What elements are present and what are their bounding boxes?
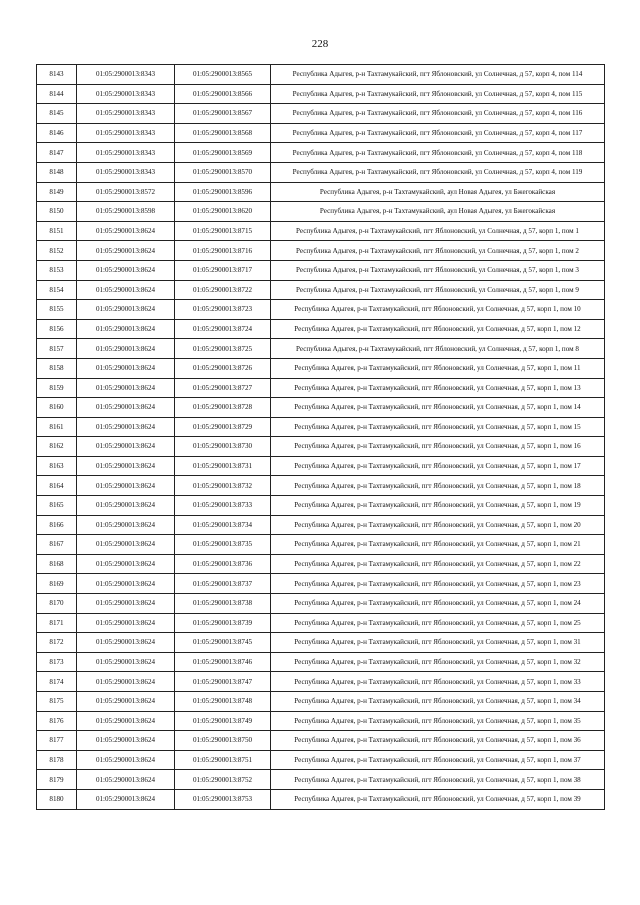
row-number-cell: 8159 (37, 378, 77, 398)
address-cell: Республика Адыгея, р-н Тахтамукайский, пгт Яблоновский, ул Солнечная, д 57, корп 4, пом 118 (271, 143, 605, 163)
address-cell: Республика Адыгея, р-н Тахтамукайский, пгт Яблоновский, ул Солнечная, д 57, корп 1, пом 21 (271, 535, 605, 555)
cadastral-number-cell: 01:05:2900013:8733 (175, 496, 271, 516)
address-cell: Республика Адыгея, р-н Тахтамукайский, пгт Яблоновский, ул Солнечная, д 57, корп 4, пом 116 (271, 104, 605, 124)
table-row (37, 613, 605, 633)
parent-cadastral-number-cell: 01:05:2900013:8624 (77, 496, 175, 516)
cadastral-number-cell: 01:05:2900013:8566 (175, 84, 271, 104)
row-number-cell: 8145 (37, 104, 77, 124)
address-cell: Республика Адыгея, р-н Тахтамукайский, пгт Яблоновский, ул Солнечная, д 57, корп 1, пом 20 (271, 515, 605, 535)
row-number-cell: 8143 (37, 65, 77, 85)
table-row (37, 104, 605, 124)
parent-cadastral-number-cell: 01:05:2900013:8624 (77, 613, 175, 633)
table-row (37, 123, 605, 143)
parent-cadastral-number-cell: 01:05:2900013:8624 (77, 711, 175, 731)
row-number-cell: 8168 (37, 554, 77, 574)
cadastral-number-cell: 01:05:2900013:8731 (175, 456, 271, 476)
row-number-cell: 8157 (37, 339, 77, 359)
table-row (37, 515, 605, 535)
parent-cadastral-number-cell: 01:05:2900013:8624 (77, 789, 175, 809)
table-row (37, 300, 605, 320)
address-cell: Республика Адыгея, р-н Тахтамукайский, пгт Яблоновский, ул Солнечная, д 57, корп 4, пом 119 (271, 162, 605, 182)
row-number-cell: 8158 (37, 358, 77, 378)
address-cell: Республика Адыгея, р-н Тахтамукайский, пгт Яблоновский, ул Солнечная, д 57, корп 1, пом 18 (271, 476, 605, 496)
cadastral-number-cell: 01:05:2900013:8716 (175, 241, 271, 261)
parent-cadastral-number-cell: 01:05:2900013:8624 (77, 378, 175, 398)
table-row (37, 652, 605, 672)
parent-cadastral-number-cell: 01:05:2900013:8624 (77, 417, 175, 437)
cadastral-number-cell: 01:05:2900013:8567 (175, 104, 271, 124)
row-number-cell: 8167 (37, 535, 77, 555)
parent-cadastral-number-cell: 01:05:2900013:8343 (77, 84, 175, 104)
parent-cadastral-number-cell: 01:05:2900013:8624 (77, 750, 175, 770)
address-cell: Республика Адыгея, р-н Тахтамукайский, пгт Яблоновский, ул Солнечная, д 57, корп 1, пом 38 (271, 770, 605, 790)
parent-cadastral-number-cell: 01:05:2900013:8624 (77, 672, 175, 692)
parent-cadastral-number-cell: 01:05:2900013:8598 (77, 202, 175, 222)
parent-cadastral-number-cell: 01:05:2900013:8624 (77, 574, 175, 594)
address-cell: Республика Адыгея, р-н Тахтамукайский, пгт Яблоновский, ул Солнечная, д 57, корп 4, пом 114 (271, 65, 605, 85)
table-row (37, 319, 605, 339)
address-cell: Республика Адыгея, р-н Тахтамукайский, пгт Яблоновский, ул Солнечная, д 57, корп 1, пом 19 (271, 496, 605, 516)
cadastral-number-cell: 01:05:2900013:8723 (175, 300, 271, 320)
row-number-cell: 8177 (37, 731, 77, 751)
cadastral-number-cell: 01:05:2900013:8734 (175, 515, 271, 535)
row-number-cell: 8178 (37, 750, 77, 770)
address-cell: Республика Адыгея, р-н Тахтамукайский, аул Новая Адыгея, ул Бжегокайская (271, 202, 605, 222)
cadastral-number-cell: 01:05:2900013:8750 (175, 731, 271, 751)
row-number-cell: 8152 (37, 241, 77, 261)
table-row (37, 633, 605, 653)
row-number-cell: 8146 (37, 123, 77, 143)
parent-cadastral-number-cell: 01:05:2900013:8624 (77, 554, 175, 574)
row-number-cell: 8154 (37, 280, 77, 300)
row-number-cell: 8163 (37, 456, 77, 476)
cadastral-number-cell: 01:05:2900013:8724 (175, 319, 271, 339)
cadastral-number-cell: 01:05:2900013:8748 (175, 692, 271, 712)
address-cell: Республика Адыгея, р-н Тахтамукайский, пгт Яблоновский, ул Солнечная, д 57, корп 1, пом 24 (271, 594, 605, 614)
address-cell: Республика Адыгея, р-н Тахтамукайский, пгт Яблоновский, ул Солнечная, д 57, корп 1, пом 8 (271, 339, 605, 359)
row-number-cell: 8149 (37, 182, 77, 202)
cadastral-number-cell: 01:05:2900013:8736 (175, 554, 271, 574)
row-number-cell: 8151 (37, 221, 77, 241)
address-cell: Республика Адыгея, р-н Тахтамукайский, пгт Яблоновский, ул Солнечная, д 57, корп 1, пом 10 (271, 300, 605, 320)
row-number-cell: 8173 (37, 652, 77, 672)
address-cell: Республика Адыгея, р-н Тахтамукайский, пгт Яблоновский, ул Солнечная, д 57, корп 1, пом 33 (271, 672, 605, 692)
cadastral-number-cell: 01:05:2900013:8725 (175, 339, 271, 359)
parent-cadastral-number-cell: 01:05:2900013:8624 (77, 398, 175, 418)
parent-cadastral-number-cell: 01:05:2900013:8343 (77, 143, 175, 163)
table-row (37, 182, 605, 202)
row-number-cell: 8160 (37, 398, 77, 418)
cadastral-number-cell: 01:05:2900013:8739 (175, 613, 271, 633)
table-row (37, 535, 605, 555)
page-number: 228 (311, 38, 329, 50)
parent-cadastral-number-cell: 01:05:2900013:8624 (77, 652, 175, 672)
address-cell: Республика Адыгея, р-н Тахтамукайский, пгт Яблоновский, ул Солнечная, д 57, корп 1, пом 12 (271, 319, 605, 339)
table-row (37, 65, 605, 85)
cadastral-number-cell: 01:05:2900013:8727 (175, 378, 271, 398)
table-row (37, 378, 605, 398)
registry-table (36, 64, 605, 810)
address-cell: Республика Адыгея, р-н Тахтамукайский, пгт Яблоновский, ул Солнечная, д 57, корп 1, пом 31 (271, 633, 605, 653)
table-row (37, 496, 605, 516)
row-number-cell: 8166 (37, 515, 77, 535)
address-cell: Республика Адыгея, р-н Тахтамукайский, аул Новая Адыгея, ул Бжегокайская (271, 182, 605, 202)
row-number-cell: 8174 (37, 672, 77, 692)
table-row (37, 339, 605, 359)
row-number-cell: 8144 (37, 84, 77, 104)
table-row (37, 437, 605, 457)
cadastral-number-cell: 01:05:2900013:8726 (175, 358, 271, 378)
table-row (37, 358, 605, 378)
row-number-cell: 8147 (37, 143, 77, 163)
cadastral-number-cell: 01:05:2900013:8737 (175, 574, 271, 594)
parent-cadastral-number-cell: 01:05:2900013:8624 (77, 692, 175, 712)
address-cell: Республика Адыгея, р-н Тахтамукайский, пгт Яблоновский, ул Солнечная, д 57, корп 1, пом 32 (271, 652, 605, 672)
table-row (37, 692, 605, 712)
address-cell: Республика Адыгея, р-н Тахтамукайский, пгт Яблоновский, ул Солнечная, д 57, корп 1, пом 35 (271, 711, 605, 731)
cadastral-number-cell: 01:05:2900013:8570 (175, 162, 271, 182)
table-row (37, 672, 605, 692)
table-row (37, 162, 605, 182)
registry-table-body (37, 65, 605, 810)
cadastral-number-cell: 01:05:2900013:8565 (175, 65, 271, 85)
row-number-cell: 8169 (37, 574, 77, 594)
row-number-cell: 8155 (37, 300, 77, 320)
row-number-cell: 8172 (37, 633, 77, 653)
row-number-cell: 8153 (37, 260, 77, 280)
cadastral-number-cell: 01:05:2900013:8717 (175, 260, 271, 280)
address-cell: Республика Адыгея, р-н Тахтамукайский, пгт Яблоновский, ул Солнечная, д 57, корп 1, пом 16 (271, 437, 605, 457)
row-number-cell: 8150 (37, 202, 77, 222)
row-number-cell: 8171 (37, 613, 77, 633)
address-cell: Республика Адыгея, р-н Тахтамукайский, пгт Яблоновский, ул Солнечная, д 57, корп 1, пом 14 (271, 398, 605, 418)
table-row (37, 241, 605, 261)
cadastral-number-cell: 01:05:2900013:8569 (175, 143, 271, 163)
row-number-cell: 8170 (37, 594, 77, 614)
parent-cadastral-number-cell: 01:05:2900013:8343 (77, 65, 175, 85)
table-row (37, 260, 605, 280)
table-row (37, 221, 605, 241)
cadastral-number-cell: 01:05:2900013:8722 (175, 280, 271, 300)
cadastral-number-cell: 01:05:2900013:8735 (175, 535, 271, 555)
table-row (37, 202, 605, 222)
table-row (37, 594, 605, 614)
parent-cadastral-number-cell: 01:05:2900013:8624 (77, 260, 175, 280)
parent-cadastral-number-cell: 01:05:2900013:8624 (77, 731, 175, 751)
parent-cadastral-number-cell: 01:05:2900013:8624 (77, 358, 175, 378)
address-cell: Республика Адыгея, р-н Тахтамукайский, пгт Яблоновский, ул Солнечная, д 57, корп 4, пом 117 (271, 123, 605, 143)
address-cell: Республика Адыгея, р-н Тахтамукайский, пгт Яблоновский, ул Солнечная, д 57, корп 1, пом 17 (271, 456, 605, 476)
cadastral-number-cell: 01:05:2900013:8728 (175, 398, 271, 418)
cadastral-number-cell: 01:05:2900013:8745 (175, 633, 271, 653)
address-cell: Республика Адыгея, р-н Тахтамукайский, пгт Яблоновский, ул Солнечная, д 57, корп 1, пом 22 (271, 554, 605, 574)
table-row (37, 770, 605, 790)
cadastral-number-cell: 01:05:2900013:8729 (175, 417, 271, 437)
table-row (37, 280, 605, 300)
cadastral-number-cell: 01:05:2900013:8747 (175, 672, 271, 692)
address-cell: Республика Адыгея, р-н Тахтамукайский, пгт Яблоновский, ул Солнечная, д 57, корп 1, пом 2 (271, 241, 605, 261)
row-number-cell: 8161 (37, 417, 77, 437)
row-number-cell: 8165 (37, 496, 77, 516)
cadastral-number-cell: 01:05:2900013:8751 (175, 750, 271, 770)
parent-cadastral-number-cell: 01:05:2900013:8624 (77, 319, 175, 339)
address-cell: Республика Адыгея, р-н Тахтамукайский, пгт Яблоновский, ул Солнечная, д 57, корп 1, пом 13 (271, 378, 605, 398)
row-number-cell: 8175 (37, 692, 77, 712)
row-number-cell: 8180 (37, 789, 77, 809)
table-row (37, 398, 605, 418)
parent-cadastral-number-cell: 01:05:2900013:8624 (77, 280, 175, 300)
table-row (37, 750, 605, 770)
address-cell: Республика Адыгея, р-н Тахтамукайский, пгт Яблоновский, ул Солнечная, д 57, корп 1, пом 9 (271, 280, 605, 300)
table-row (37, 574, 605, 594)
address-cell: Республика Адыгея, р-н Тахтамукайский, пгт Яблоновский, ул Солнечная, д 57, корп 1, пом 1 (271, 221, 605, 241)
address-cell: Республика Адыгея, р-н Тахтамукайский, пгт Яблоновский, ул Солнечная, д 57, корп 1, пом 34 (271, 692, 605, 712)
table-row (37, 731, 605, 751)
cadastral-number-cell: 01:05:2900013:8596 (175, 182, 271, 202)
parent-cadastral-number-cell: 01:05:2900013:8343 (77, 123, 175, 143)
parent-cadastral-number-cell: 01:05:2900013:8343 (77, 104, 175, 124)
cadastral-number-cell: 01:05:2900013:8738 (175, 594, 271, 614)
cadastral-number-cell: 01:05:2900013:8746 (175, 652, 271, 672)
cadastral-number-cell: 01:05:2900013:8753 (175, 789, 271, 809)
address-cell: Республика Адыгея, р-н Тахтамукайский, пгт Яблоновский, ул Солнечная, д 57, корп 4, пом 115 (271, 84, 605, 104)
parent-cadastral-number-cell: 01:05:2900013:8624 (77, 437, 175, 457)
row-number-cell: 8176 (37, 711, 77, 731)
table-row (37, 711, 605, 731)
cadastral-number-cell: 01:05:2900013:8620 (175, 202, 271, 222)
parent-cadastral-number-cell: 01:05:2900013:8624 (77, 515, 175, 535)
cadastral-number-cell: 01:05:2900013:8715 (175, 221, 271, 241)
parent-cadastral-number-cell: 01:05:2900013:8624 (77, 241, 175, 261)
cadastral-number-cell: 01:05:2900013:8752 (175, 770, 271, 790)
row-number-cell: 8179 (37, 770, 77, 790)
address-cell: Республика Адыгея, р-н Тахтамукайский, пгт Яблоновский, ул Солнечная, д 57, корп 1, пом 37 (271, 750, 605, 770)
parent-cadastral-number-cell: 01:05:2900013:8572 (77, 182, 175, 202)
parent-cadastral-number-cell: 01:05:2900013:8624 (77, 456, 175, 476)
cadastral-number-cell: 01:05:2900013:8732 (175, 476, 271, 496)
row-number-cell: 8148 (37, 162, 77, 182)
parent-cadastral-number-cell: 01:05:2900013:8624 (77, 770, 175, 790)
cadastral-number-cell: 01:05:2900013:8730 (175, 437, 271, 457)
table-row (37, 554, 605, 574)
cadastral-number-cell: 01:05:2900013:8568 (175, 123, 271, 143)
parent-cadastral-number-cell: 01:05:2900013:8624 (77, 633, 175, 653)
row-number-cell: 8164 (37, 476, 77, 496)
address-cell: Республика Адыгея, р-н Тахтамукайский, пгт Яблоновский, ул Солнечная, д 57, корп 1, пом 25 (271, 613, 605, 633)
address-cell: Республика Адыгея, р-н Тахтамукайский, пгт Яблоновский, ул Солнечная, д 57, корп 1, пом 11 (271, 358, 605, 378)
address-cell: Республика Адыгея, р-н Тахтамукайский, пгт Яблоновский, ул Солнечная, д 57, корп 1, пом 39 (271, 789, 605, 809)
row-number-cell: 8162 (37, 437, 77, 457)
table-row (37, 84, 605, 104)
row-number-cell: 8156 (37, 319, 77, 339)
parent-cadastral-number-cell: 01:05:2900013:8624 (77, 535, 175, 555)
address-cell: Республика Адыгея, р-н Тахтамукайский, пгт Яблоновский, ул Солнечная, д 57, корп 1, пом 36 (271, 731, 605, 751)
parent-cadastral-number-cell: 01:05:2900013:8624 (77, 221, 175, 241)
table-row (37, 789, 605, 809)
table-row (37, 417, 605, 437)
table-row (37, 476, 605, 496)
address-cell: Республика Адыгея, р-н Тахтамукайский, пгт Яблоновский, ул Солнечная, д 57, корп 1, пом 3 (271, 260, 605, 280)
parent-cadastral-number-cell: 01:05:2900013:8343 (77, 162, 175, 182)
address-cell: Республика Адыгея, р-н Тахтамукайский, пгт Яблоновский, ул Солнечная, д 57, корп 1, пом 23 (271, 574, 605, 594)
address-cell: Республика Адыгея, р-н Тахтамукайский, пгт Яблоновский, ул Солнечная, д 57, корп 1, пом 15 (271, 417, 605, 437)
table-row (37, 456, 605, 476)
table-row (37, 143, 605, 163)
parent-cadastral-number-cell: 01:05:2900013:8624 (77, 476, 175, 496)
parent-cadastral-number-cell: 01:05:2900013:8624 (77, 339, 175, 359)
cadastral-number-cell: 01:05:2900013:8749 (175, 711, 271, 731)
parent-cadastral-number-cell: 01:05:2900013:8624 (77, 300, 175, 320)
parent-cadastral-number-cell: 01:05:2900013:8624 (77, 594, 175, 614)
